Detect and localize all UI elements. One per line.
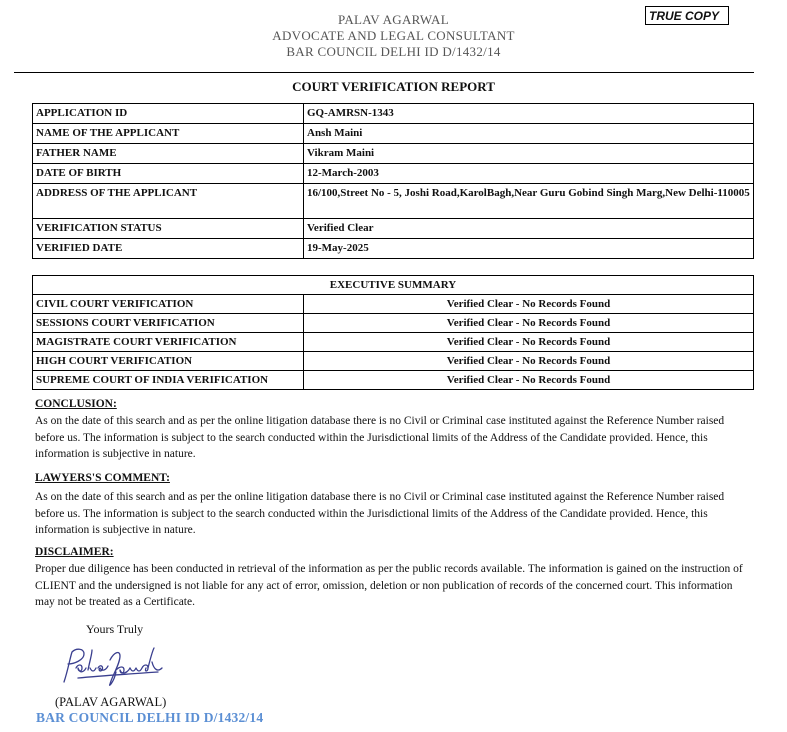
detail-value: GQ-AMRSN-1343 [304,104,754,124]
summary-label: SESSIONS COURT VERIFICATION [33,314,304,333]
detail-label: APPLICATION ID [33,104,304,124]
signature-image [58,642,168,690]
true-copy-stamp: TRUE COPY [645,6,729,25]
table-row [33,144,754,164]
summary-label: HIGH COURT VERIFICATION [33,352,304,371]
detail-label: VERIFIED DATE [33,239,304,259]
table-row [33,295,754,314]
header-council-id: BAR COUNCIL DELHI ID D/1432/14 [286,44,501,59]
report-title [0,79,722,95]
lawyer-comment-text: As on the date of this search and as per the online litigation database there is no Civil or Criminal case instituted against the Reference Number raised before us. The information is subject to the search conducted within the Jurisdictional limits of the Address of the Candidate provided. Hence, this information is subjective in nature. [35,491,725,536]
detail-label: VERIFICATION STATUS [33,219,304,239]
table-row [33,219,754,239]
detail-value: 16/100,Street No - 5, Joshi Road,KarolBagh,Near Guru Gobind Singh Marg,New Delhi-110005 [304,184,754,219]
table-header-row [33,276,754,295]
signatory-council-id: BAR COUNCIL DELHI ID D/1432/14 [36,710,264,725]
conclusion-text: As on the date of this search and as per the online litigation database there is no Civil or Criminal case instituted against the Reference Number raised before us. The information is subject to the search conducted within the Jurisdictional limits of the Address of the Candidate provided. Hence, this information is subjective in nature. [35,415,725,460]
table-row [33,104,754,124]
table-row [33,352,754,371]
signatory-name: (PALAV AGARWAL) [55,695,167,709]
summary-value: Verified Clear - No Records Found [304,295,754,314]
lawyer-comment-title: LAWYERS'S COMMENT: [35,472,170,484]
disclaimer-text: Proper due diligence has been conducted in retrieval of the information as per the public records available. The information is gained on the instruction of CLIENT and the undersigned is not liable for any act of error, omission, deletion or non publication of records of the concerned court. This information may not be treated as a Certificate. [35,563,743,608]
header-designation: ADVOCATE AND LEGAL CONSULTANT [272,28,515,43]
summary-label: SUPREME COURT OF INDIA VERIFICATION [33,371,304,390]
detail-value: Verified Clear [304,219,754,239]
report-title-text: COURT VERIFICATION REPORT [292,79,495,94]
detail-label: NAME OF THE APPLICANT [33,124,304,144]
detail-value: Ansh Maini [304,124,754,144]
table-row [33,314,754,333]
table-row [33,371,754,390]
header-divider [14,72,754,73]
summary-value: Verified Clear - No Records Found [304,352,754,371]
detail-label: FATHER NAME [33,144,304,164]
executive-summary-table [32,275,754,390]
table-row [33,333,754,352]
executive-summary-heading: EXECUTIVE SUMMARY [33,276,754,295]
detail-label: DATE OF BIRTH [33,164,304,184]
table-row [33,164,754,184]
closing-text: Yours Truly [86,622,144,636]
table-row [33,124,754,144]
detail-value: 19-May-2025 [304,239,754,259]
header-name: PALAV AGARWAL [338,12,449,27]
summary-label: CIVIL COURT VERIFICATION [33,295,304,314]
disclaimer-title: DISCLAIMER: [35,546,114,558]
detail-value: 12-March-2003 [304,164,754,184]
table-row [33,239,754,259]
table-row [33,184,754,219]
detail-label: ADDRESS OF THE APPLICANT [33,184,304,219]
summary-value: Verified Clear - No Records Found [304,371,754,390]
summary-value: Verified Clear - No Records Found [304,314,754,333]
applicant-details-table [32,103,754,259]
detail-value: Vikram Maini [304,144,754,164]
summary-value: Verified Clear - No Records Found [304,333,754,352]
conclusion-title: CONCLUSION: [35,398,117,410]
summary-label: MAGISTRATE COURT VERIFICATION [33,333,304,352]
